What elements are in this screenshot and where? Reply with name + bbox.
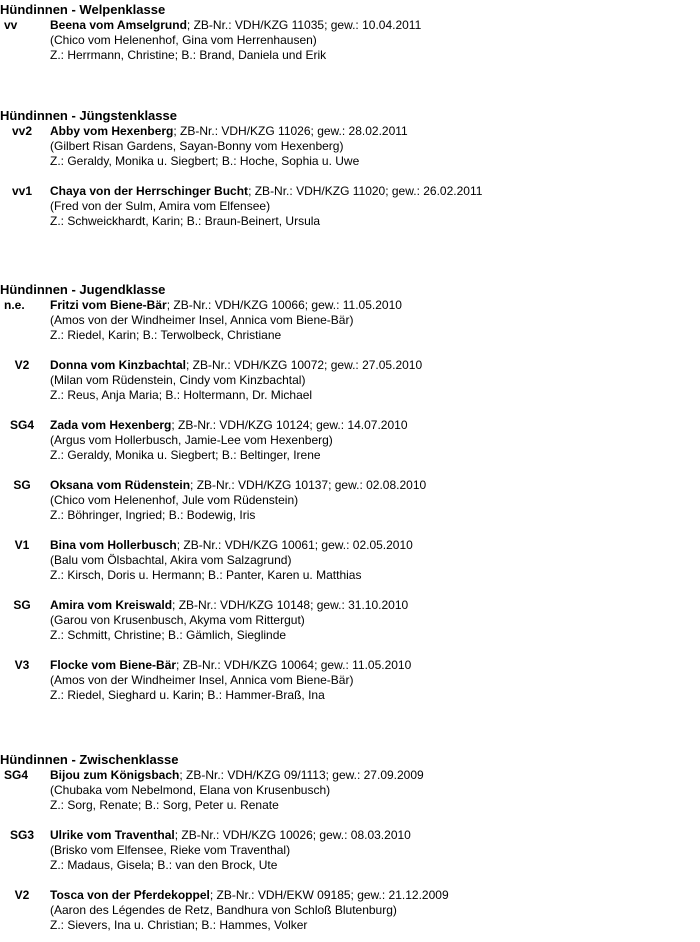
entry-title-line <box>50 888 449 903</box>
grade-label: vv1 <box>11 184 33 198</box>
dog-entry <box>0 18 700 66</box>
parents-line: (Garou von Krusenbusch, Akyma vom Rittergut) <box>50 613 305 627</box>
dog-entry <box>0 768 700 816</box>
dog-entry <box>0 358 700 406</box>
entry-title-line <box>50 418 408 433</box>
registration-details: ; ZB-Nr.: VDH/KZG 10026; gew.: 08.03.2010 <box>174 828 411 842</box>
parents-line: (Amos von der Windheimer Insel, Annica vom Biene-Bär) <box>50 313 354 327</box>
dog-name: Donna vom Kinzbachtal <box>50 358 187 372</box>
registration-details: ; ZB-Nr.: VDH/KZG 09/1113; gew.: 27.09.2009 <box>179 768 424 782</box>
dog-entry <box>0 888 700 936</box>
breeder-owner-line: Z.: Schweickhardt, Karin; B.: Braun-Beinert, Ursula <box>50 214 321 228</box>
dog-name: Oksana vom Rüdenstein <box>50 478 191 492</box>
section-heading: Hündinnen - Zwischenklasse <box>0 752 179 767</box>
section-heading: Hündinnen - Jugendklasse <box>0 282 166 297</box>
entry-title-line <box>50 658 411 673</box>
entry-title-line <box>50 184 482 199</box>
entry-title-line <box>50 598 408 613</box>
grade-label: SG <box>13 598 31 612</box>
dog-name: Zada vom Hexenberg <box>50 418 172 432</box>
grade-label: V2 <box>14 358 30 372</box>
dog-name: Ulrike vom Traventhal <box>50 828 175 842</box>
grade-label: SG4 <box>9 418 34 432</box>
breeder-owner-line: Z.: Sievers, Ina u. Christian; B.: Hammes, Volker <box>50 918 308 932</box>
breeder-owner-line: Z.: Geraldy, Monika u. Siegbert; B.: Hoche, Sophia u. Uwe <box>50 154 360 168</box>
dog-entry <box>0 828 700 876</box>
registration-details: ; ZB-Nr.: VDH/KZG 11020; gew.: 26.02.2011 <box>248 184 483 198</box>
section-heading: Hündinnen - Welpenklasse <box>0 2 166 17</box>
entry-title-line <box>50 538 413 553</box>
entry-title-line <box>50 124 408 139</box>
grade-label: V3 <box>14 658 30 672</box>
dog-name: Bina vom Hollerbusch <box>50 538 177 552</box>
breeder-owner-line: Z.: Böhringer, Ingried; B.: Bodewig, Iris <box>50 508 256 522</box>
dog-name: Chaya von der Herrschinger Bucht <box>50 184 249 198</box>
parents-line: (Chubaka vom Nebelmond, Elana von Krusenbusch) <box>50 783 331 797</box>
grade-label: n.e. <box>4 298 25 312</box>
registration-details: ; ZB-Nr.: VDH/EKW 09185; gew.: 21.12.2009 <box>209 888 449 902</box>
dog-name: Fritzi vom Biene-Bär <box>50 298 167 312</box>
dog-name: Tosca von der Pferdekoppel <box>50 888 210 902</box>
registration-details: ; ZB-Nr.: VDH/KZG 10061; gew.: 02.05.2010 <box>176 538 413 552</box>
grade-label: SG <box>13 478 31 492</box>
parents-line: (Argus vom Hollerbusch, Jamie-Lee vom Hexenberg) <box>50 433 333 447</box>
breeder-owner-line: Z.: Kirsch, Doris u. Hermann; B.: Panter, Karen u. Matthias <box>50 568 362 582</box>
parents-line: (Balu vom Ölsbachtal, Akira vom Salzagrund) <box>50 553 292 567</box>
dog-entry <box>0 538 700 586</box>
dog-name: Flocke vom Biene-Bär <box>50 658 177 672</box>
grade-label: vv2 <box>11 124 33 138</box>
registration-details: ; ZB-Nr.: VDH/KZG 10124; gew.: 14.07.2010 <box>171 418 408 432</box>
dog-entry <box>0 658 700 706</box>
dog-name: Abby vom Hexenberg <box>50 124 174 138</box>
registration-details: ; ZB-Nr.: VDH/KZG 10066; gew.: 11.05.2010 <box>166 298 402 312</box>
dog-entry <box>0 298 700 346</box>
parents-line: (Milan vom Rüdenstein, Cindy vom Kinzbachtal) <box>50 373 306 387</box>
breeder-owner-line: Z.: Madaus, Gisela; B.: van den Brock, Ute <box>50 858 278 872</box>
entry-title-line <box>50 478 426 493</box>
dog-name: Amira vom Kreiswald <box>50 598 173 612</box>
registration-details: ; ZB-Nr.: VDH/KZG 10064; gew.: 11.05.2010 <box>176 658 412 672</box>
dog-entry <box>0 418 700 466</box>
grade-label: vv <box>4 18 18 32</box>
dog-name: Beena vom Amselgrund <box>50 18 187 32</box>
entry-title-line <box>50 18 421 33</box>
grade-label: V1 <box>14 538 30 552</box>
parents-line: (Aaron des Légendes de Retz, Bandhura von Schloß Blutenburg) <box>50 903 397 917</box>
dog-entry <box>0 598 700 646</box>
dog-entry <box>0 124 700 172</box>
breeder-owner-line: Z.: Reus, Anja Maria; B.: Holtermann, Dr. Michael <box>50 388 313 402</box>
breeder-owner-line: Z.: Riedel, Karin; B.: Terwolbeck, Christiane <box>50 328 282 342</box>
entry-title-line <box>50 768 424 783</box>
entry-title-line <box>50 358 422 373</box>
parents-line: (Chico vom Helenenhof, Gina vom Herrenhausen) <box>50 33 317 47</box>
breeder-owner-line: Z.: Sorg, Renate; B.: Sorg, Peter u. Renate <box>50 798 279 812</box>
breeder-owner-line: Z.: Riedel, Sieghard u. Karin; B.: Hammer-Braß, Ina <box>50 688 325 702</box>
entry-title-line <box>50 828 411 843</box>
registration-details: ; ZB-Nr.: VDH/KZG 11035; gew.: 10.04.2011 <box>186 18 422 32</box>
grade-label: SG3 <box>9 828 34 842</box>
breeder-owner-line: Z.: Herrmann, Christine; B.: Brand, Daniela und Erik <box>50 48 327 62</box>
entry-title-line <box>50 298 402 313</box>
dog-entry <box>0 184 700 232</box>
breeder-owner-line: Z.: Geraldy, Monika u. Siegbert; B.: Beltinger, Irene <box>50 448 321 462</box>
parents-line: (Chico vom Helenenhof, Jule vom Rüdenstein) <box>50 493 299 507</box>
registration-details: ; ZB-Nr.: VDH/KZG 10137; gew.: 02.08.2010 <box>190 478 427 492</box>
registration-details: ; ZB-Nr.: VDH/KZG 10072; gew.: 27.05.2010 <box>186 358 423 372</box>
grade-label: V2 <box>14 888 30 902</box>
parents-line: (Fred von der Sulm, Amira vom Elfensee) <box>50 199 271 213</box>
parents-line: (Amos von der Windheimer Insel, Annica vom Biene-Bär) <box>50 673 354 687</box>
dog-name: Bijou zum Königsbach <box>50 768 180 782</box>
breeder-owner-line: Z.: Schmitt, Christine; B.: Gämlich, Sieglinde <box>50 628 287 642</box>
grade-label: SG4 <box>4 768 29 782</box>
dog-entry <box>0 478 700 526</box>
registration-details: ; ZB-Nr.: VDH/KZG 11026; gew.: 28.02.2011 <box>173 124 408 138</box>
parents-line: (Brisko vom Elfensee, Rieke vom Traventhal) <box>50 843 291 857</box>
registration-details: ; ZB-Nr.: VDH/KZG 10148; gew.: 31.10.2010 <box>172 598 409 612</box>
section-heading: Hündinnen - Jüngstenklasse <box>0 108 177 123</box>
parents-line: (Gilbert Risan Gardens, Sayan-Bonny vom Hexenberg) <box>50 139 344 153</box>
